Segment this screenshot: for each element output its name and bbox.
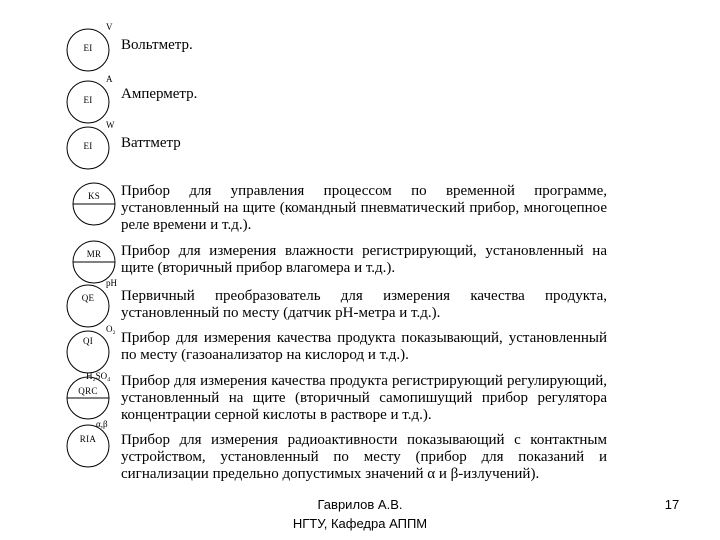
symbol-code: QRC: [78, 386, 98, 396]
description-voltmeter: Вольтметр.: [121, 37, 193, 53]
description-qe: Первичный преобразователь для измерения качества продукта, установленный по месту (датчик pH-метра и т.д.).: [121, 288, 607, 321]
description-mr: Прибор для измерения влажности регистрирующий, установленный на щите (вторичный прибор влагомера и т.д.).: [121, 243, 607, 276]
description-wattmeter: Ваттметр: [121, 135, 181, 151]
instrument-symbol-qi: [66, 324, 116, 374]
symbol-parameter: W: [106, 120, 115, 130]
symbol-code: EI: [83, 141, 93, 151]
instrument-symbol-qrc: [66, 371, 111, 420]
instrument-circle: [66, 424, 110, 468]
footer-author: Гаврилов А.В.: [317, 497, 403, 512]
instrument-symbol-ei-wattmeter: [66, 120, 115, 170]
instrument-symbol-ria: [66, 419, 110, 468]
description-ria: Прибор для измерения радиоактивности показывающий с контактным устройством, установленный по месту (прибор для показаний и сигнализации предельно допустимых значений α и β-излучений).: [121, 432, 607, 482]
symbol-parameter: α,β: [96, 419, 108, 429]
symbol-code: QE: [81, 293, 95, 303]
footer: [260, 495, 460, 533]
symbol-code: QI: [82, 336, 94, 346]
description-qrc: Прибор для измерения качества продукта регистрирующий регулирующий, установленный на щите (вторичный самопишущий прибор регулятора концентрации серной кислоты в растворе и т.д.).: [121, 373, 607, 423]
symbol-code: KS: [87, 191, 101, 201]
instrument-circle-panel: [66, 376, 110, 420]
symbol-code: RIA: [79, 434, 97, 444]
instrument-symbol-ei-voltmeter: [66, 22, 113, 72]
description-ammeter: Амперметр.: [121, 86, 198, 102]
page-number: 17: [664, 497, 680, 512]
symbol-parameter: pH: [106, 278, 117, 288]
instrument-circle-panel: [72, 182, 116, 226]
instrument-symbol-ks: [72, 182, 116, 226]
symbol-parameter: V: [106, 22, 113, 32]
description-ks: Прибор для управления процессом по временной программе, установленный на щите (командный пневматический прибор, многоцепное реле времени и т.д.).: [121, 183, 607, 233]
symbol-code: EI: [83, 95, 93, 105]
footer-affiliation: НГТУ, Кафедра АППМ: [292, 516, 428, 531]
symbol-code: EI: [83, 43, 93, 53]
symbol-parameter: O₂: [106, 324, 116, 334]
instrument-symbol-ei-ammeter: [66, 74, 113, 124]
symbol-code: MR: [86, 249, 102, 259]
symbol-parameter: A: [106, 74, 113, 84]
symbol-parameter: H₂SO₄: [86, 371, 111, 381]
instrument-symbol-qe: [66, 278, 117, 328]
instrument-circle: [66, 284, 110, 328]
description-qi: Прибор для измерения качества продукта показывающий, установленный по месту (газоанализатор на кислород и т.д.).: [121, 330, 607, 363]
